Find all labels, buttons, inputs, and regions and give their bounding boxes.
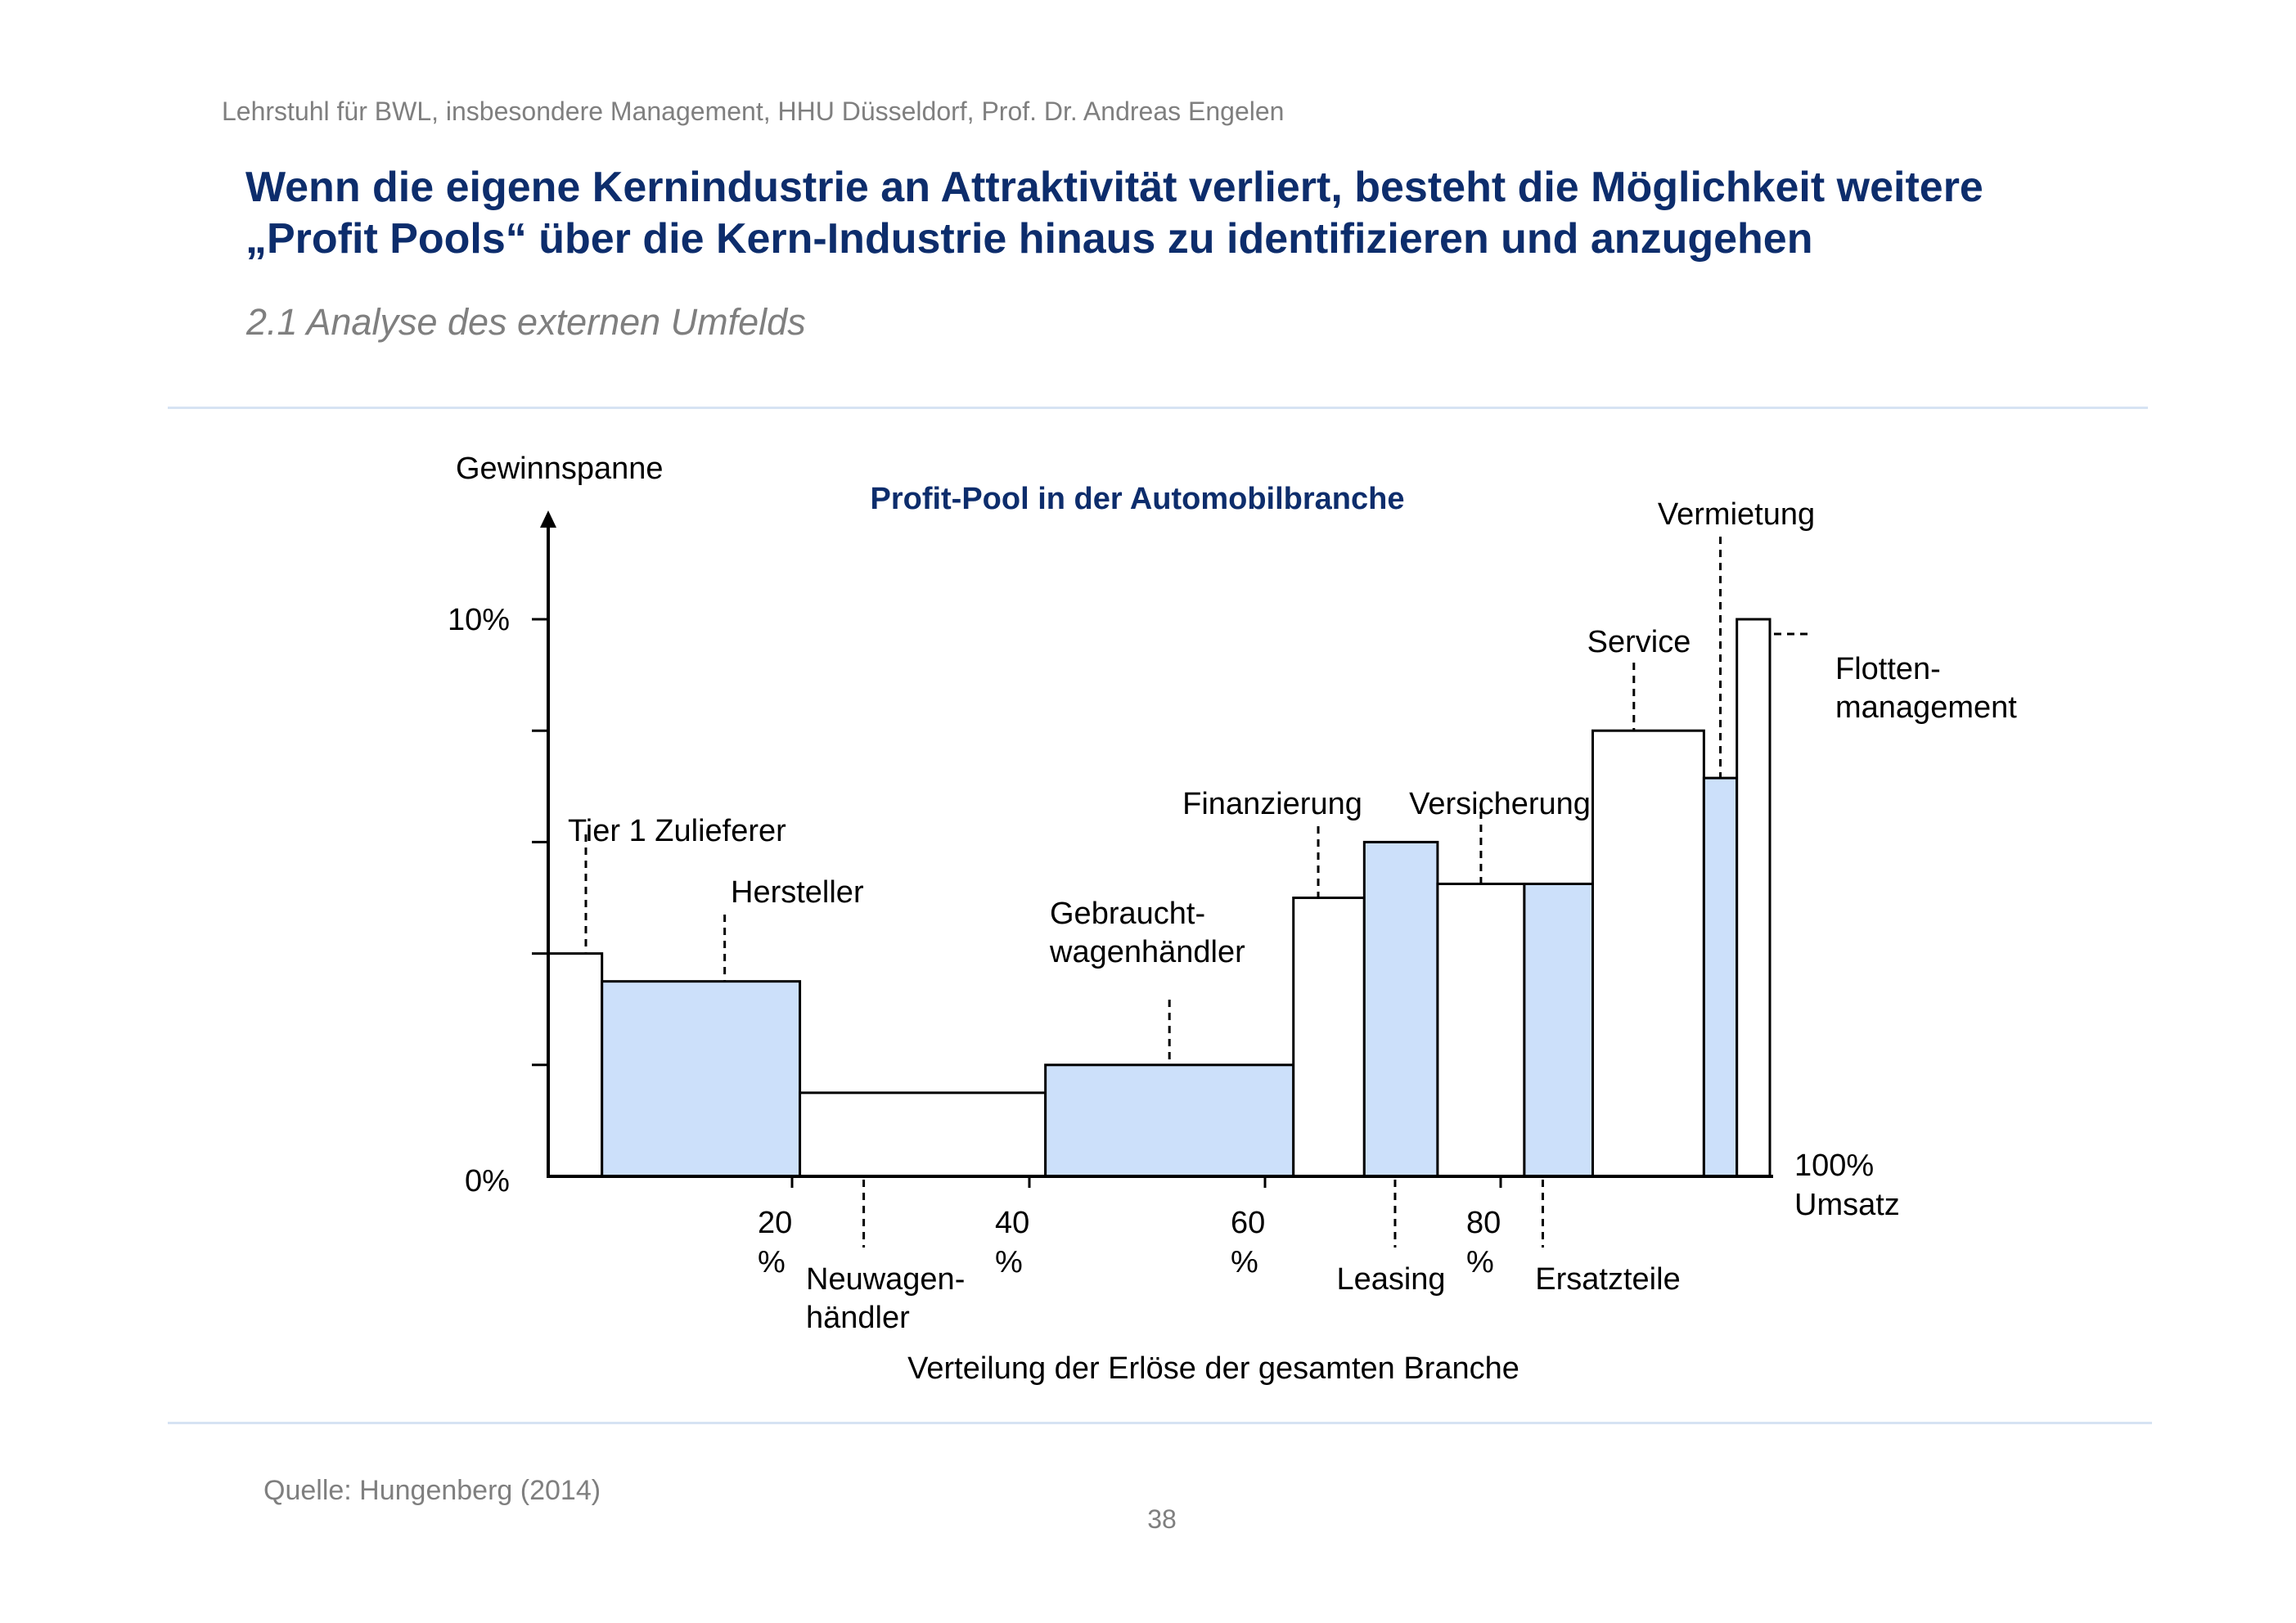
segment-label-neuwagenhaendler-line: Neuwagen- [806,1262,966,1297]
segment-label-hersteller-line: Hersteller [731,875,864,910]
x-tick-label-line: % [758,1245,786,1279]
segment-label-ersatzteile-line: Ersatzteile [1535,1262,1681,1297]
segment-label-vermietung-line: Vermietung [1657,497,1816,532]
segment-label-flottenmanagement-line: management [1835,690,2017,725]
x-axis-end-label-line: 100% [1794,1149,1875,1183]
y-tick-label: 0% [465,1164,510,1198]
segment-label-vermietung [1658,497,1815,532]
segment-label-service-line: Service [1587,625,1691,659]
x-axis-label: Verteilung der Erlöse der gesamten Branche [907,1351,1519,1386]
segment-label-finanzierung-line: Finanzierung [1182,787,1362,821]
x-tick-label-line: % [1466,1245,1494,1279]
chart-title: Profit-Pool in der Automobilbranche [870,482,1405,516]
bar-vermietung [1704,778,1736,1176]
x-tick-label-line: 20 [758,1206,793,1240]
page-title-line-1: Wenn die eigene Kernindustrie an Attraktivität verliert, besteht die Möglichkeit weitere [245,164,1983,211]
source-note: Quelle: Hungenberg (2014) [263,1475,601,1506]
bottom-divider [168,1422,2152,1424]
bar-versicherung [1438,883,1524,1176]
segment-label-tier-1-zulieferer-line: Tier 1 Zulieferer [568,814,786,848]
x-tick-label-line: 60 [1231,1206,1266,1240]
y-axis-label: Gewinnspanne [456,452,664,486]
segment-label-ersatzteile [1535,1262,1680,1297]
page-number: 38 [1147,1504,1177,1534]
x-tick-label [1466,1206,1501,1279]
segment-label-finanzierung [1182,787,1362,821]
segment-label-leasing-line: Leasing [1336,1262,1446,1297]
bar-gebrauchtwagenhaendler [1046,1065,1294,1176]
segment-label-neuwagenhaendler-line: händler [806,1301,910,1335]
y-tick-label: 10% [448,603,511,637]
segment-label-versicherung-line: Versicherung [1409,787,1591,821]
page-title-line-2: „Profit Pools“ über die Kern-Industrie hinaus zu identifizieren und anzugehen [245,215,1813,263]
x-tick-label-line: % [995,1245,1023,1279]
bar-flottenmanagement [1737,619,1770,1176]
segment-label-hersteller [731,875,864,910]
x-tick-label-line: 40 [995,1206,1030,1240]
x-tick-label [995,1206,1029,1279]
x-tick-label-line: % [1231,1245,1258,1279]
bar-finanzierung [1294,898,1365,1177]
segment-label-leasing [1336,1262,1445,1297]
header-institution: Lehrstuhl für BWL, insbesondere Management, HHU Düsseldorf, Prof. Dr. Andreas Engelen [222,97,1285,126]
bar-neuwagenhaendler [800,1093,1046,1176]
page-subtitle: 2.1 Analyse des externen Umfelds [246,301,806,343]
segment-label-flottenmanagement [1835,652,2017,725]
bar-ersatzteile [1524,883,1593,1176]
segment-label-versicherung [1409,787,1591,821]
x-tick-label [758,1206,792,1279]
x-tick-label [1231,1206,1265,1279]
segment-label-tier-1-zulieferer [568,814,786,848]
segment-label-gebrauchtwagenhaendler-line: Gebraucht- [1050,897,1206,931]
segment-label-gebrauchtwagenhaendler-line: wagenhändler [1050,935,1245,969]
bar-leasing [1364,842,1438,1176]
segment-label-service [1587,625,1691,659]
segment-label-gebrauchtwagenhaendler [1049,897,1245,969]
bar-tier-1-zulieferer [548,954,602,1176]
bar-hersteller [602,982,800,1176]
x-axis-end-label [1794,1149,1900,1222]
bar-service [1593,731,1704,1176]
segment-label-flottenmanagement-line: Flotten- [1835,652,1941,686]
y-axis-arrow-icon [540,510,556,528]
segment-label-neuwagenhaendler [806,1262,965,1335]
x-tick-label-line: 80 [1466,1206,1501,1240]
x-axis-end-label-line: Umsatz [1794,1188,1900,1222]
